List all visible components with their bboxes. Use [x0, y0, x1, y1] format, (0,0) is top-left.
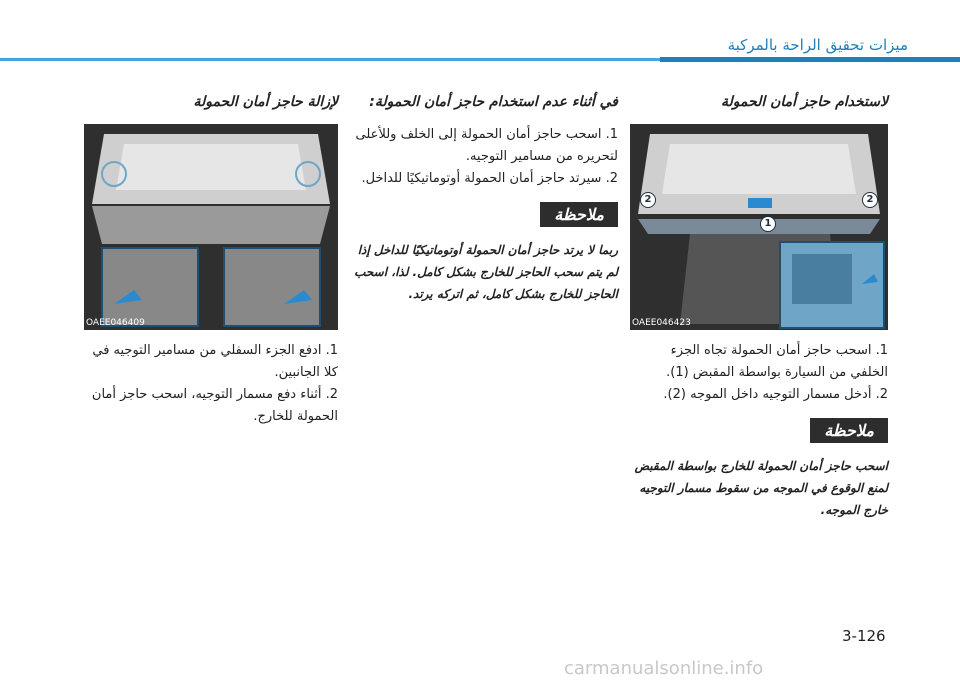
- note-text: ربما لا يرتد حاجز أمان الحمولة أوتوماتيكيًا للداخل إذا لم يتم سحب الحاجز للخارج بشكل كامل. لذا، اسحب الحاجز للخارج بشكل كامل، ثم اتركه يرتد.: [354, 243, 618, 301]
- steps-list: [76, 340, 338, 428]
- page-number: 3-126: [842, 627, 886, 645]
- header-rule-accent: [660, 57, 960, 62]
- figure-illustration: [84, 124, 338, 330]
- marker-2-right: 2: [862, 192, 878, 208]
- step-2: 2. أدخل مسمار التوجيه داخل الموجه (2).: [663, 387, 888, 402]
- step-1: 1. ادفع الجزء السفلي من مسامير التوجيه في كلا الجانبين.: [92, 343, 338, 380]
- figure-illustration: [630, 124, 888, 330]
- step-1: 1. اسحب حاجز أمان الحمولة تجاه الجزء الخلفي من السيارة بواسطة المقبض (1).: [666, 343, 888, 380]
- figure-cargo-cover-use: [630, 124, 888, 330]
- steps-list: [630, 340, 888, 406]
- section-use-cover: [630, 92, 888, 521]
- step-2: 2. أثناء دفع مسمار التوجيه، اسحب حاجز أمان الحمولة للخارج.: [91, 387, 338, 424]
- section-title: لإزالة حاجز أمان الحمولة: [193, 94, 338, 110]
- figure-code: OAEE046423: [632, 318, 691, 328]
- section-title: لاستخدام حاجز أمان الحمولة: [720, 94, 888, 110]
- marker-1: 1: [760, 216, 776, 232]
- section-not-using-cover: [352, 92, 618, 305]
- note-badge: ملاحظة: [810, 418, 888, 443]
- step-2: 2. سيرتد حاجز أمان الحمولة أوتوماتيكيًا للداخل.: [361, 171, 618, 186]
- section-remove-cover: [76, 92, 338, 428]
- section-title: في أثناء عدم استخدام حاجز أمان الحمولة:: [369, 94, 618, 110]
- marker-2-left: 2: [640, 192, 656, 208]
- note-badge: ملاحظة: [540, 202, 618, 227]
- figure-code: OAEE046409: [86, 318, 145, 328]
- figure-cargo-cover-remove: [84, 124, 338, 330]
- step-1: 1. اسحب حاجز أمان الحمولة إلى الخلف وللأعلى لتحريره من مسامير التوجيه.: [355, 127, 618, 164]
- header-title: ميزات تحقيق الراحة بالمركبة: [727, 36, 908, 54]
- watermark: carmanualsonline.info: [564, 658, 764, 679]
- note-text: اسحب حاجز أمان الحمولة للخارج بواسطة المقبض لمنع الوقوع في الموجه من سقوط مسمار التوجيه خارج الموجه.: [634, 459, 888, 517]
- steps-list: [352, 124, 618, 190]
